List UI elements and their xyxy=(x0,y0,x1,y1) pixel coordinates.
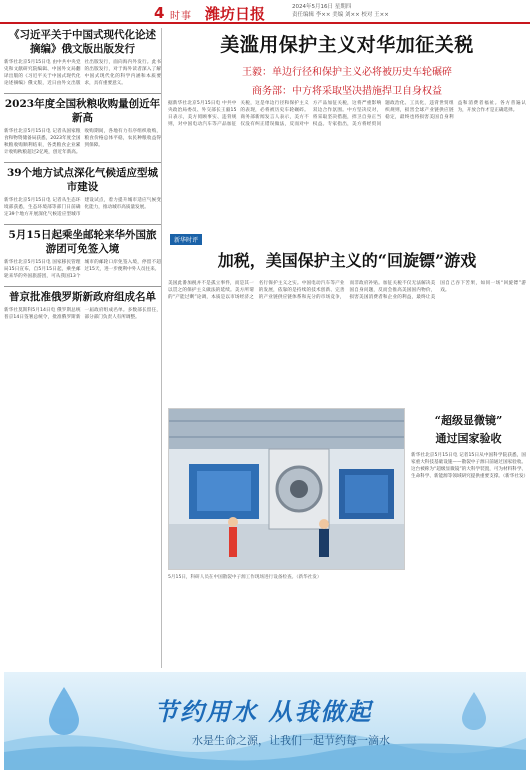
page-number: 4 xyxy=(154,4,165,22)
left-item-title: 普京批准俄罗斯新政府组成名单 xyxy=(9,291,156,303)
left-item-body: 新华社北京5月15日电 记者从国家粮食和物资储备局获悉，2023年度全国秋粮收购顺利结束，各类粮食企业累计收购秋粮超过2亿吨，创近年新高。收购期间，各地有力有序组织收购，粮食价格总体平稳，农民种粮收益得到保障。 xyxy=(4,129,161,155)
left-item-title: 2023年度全国秋粮收购量创近年新高 xyxy=(4,98,161,124)
left-item-body: 新华社莫斯科5月14日电 俄罗斯总统普京14日签署总统令，批准俄罗斯新一届政府组成名单。多数部长留任，部分部门负责人有所调整。 xyxy=(4,308,161,320)
divider xyxy=(4,93,161,94)
divider xyxy=(4,286,161,287)
paper-name: 潍坊日报 xyxy=(205,5,266,23)
section-name: 时事 xyxy=(170,11,192,22)
facility-photo-illustration xyxy=(169,409,405,570)
divider xyxy=(4,162,161,163)
main-subheadline: 王毅：单边行径和保护主义必将被历史车轮碾碎 xyxy=(242,67,452,78)
left-item xyxy=(4,97,161,156)
left-item-body: 新华社北京5月15日电 国家移民管理局15日宣布，自5月15日起，乘坐邮轮来华的外国旅游团，可从我国13个城市的邮轮口岸免签入境，停留不超过15天，进一步便利中外人员往来。 xyxy=(4,260,161,279)
left-item xyxy=(4,228,161,280)
page-header xyxy=(0,0,530,24)
column-tag: 新华时评 xyxy=(170,234,202,245)
sidebar-news-body: 新华社北京5月15日电 记者15日从中国科学院获悉，国家重大科技基础设施——散裂中子源日前通过国家验收。这台被称为“超级显微镜”的大科学装置，可为材料科学、生命科学、新能源等领域研究提供重要支撑。（新华社发） xyxy=(411,453,529,479)
news-photo xyxy=(168,408,405,570)
main-headline: 美滥用保护主义对华加征关税 xyxy=(220,34,474,56)
left-item-title: 《习近平关于中国式现代化论述摘编》俄文版出版发行 xyxy=(9,29,156,55)
divider xyxy=(4,224,161,225)
sidebar-news-item xyxy=(411,412,529,480)
main-article-body: 据新华社北京5月15日电 中共中央政治局委员、外交部长王毅15日表示，美方罔顾事实、违背规则，对中国电动汽车等产品加征关税，这是单边行径和保护主义的表现，必将被历史车轮碾碎。商务部新闻发言人表示，美方不仅没有纠正错误做法，反而对中方产品加征关税，这将严重影响双边合作氛围。中方坚决反对，将采取坚决措施，捍卫自身正当权益。专家指出，美方将经贸问题政治化、工具化，违背世贸组织规则，损害全球产业链供应链稳定，最终也将损害美国自身利益和消费者福祉。各方普遍认为，开放合作才是正确选择。 xyxy=(168,101,526,127)
left-item-title: 5月15日起乘坐邮轮来华外国旅游团可免签入境 xyxy=(8,229,157,255)
left-item xyxy=(4,28,161,87)
sidebar-news-title-2: 通过国家验收 xyxy=(435,432,502,445)
commentary-body: 美国此番加税并不是孤立事件，而是其一以贯之的保护主义做法的延续。美方所谓的“产能过剩”论调，本质是以市场经济之名行保护主义之实。中国电动汽车等产业的发展，依靠的是持续的技术创新、完善的产业链供应链体系和充分的市场竞争，而非政府补贴。加征关税不仅无法解决美国自身问题，反而会推高美国国内物价，损害美国消费者和企业的利益，最终让美国自己吞下苦果，如同一场“回旋镖”游戏。 xyxy=(168,281,526,300)
left-item-body: 新华社北京5月15日电 记者从生态环境部获悉，生态环境部等部门日前确定39个地方开展深化气候适应型城市建设试点，着力提升城市适应气候变化能力，推动城市高质量发展。 xyxy=(4,198,161,217)
header-editors: 责任编辑 李×× 美编 刘×× 校对 王×× xyxy=(292,12,389,18)
commentary-headline: 加税，美国保护主义的“回旋镖”游戏 xyxy=(217,251,477,270)
main-subheadline-2: 商务部：中方将采取坚决措施捍卫自身权益 xyxy=(252,86,442,97)
banner-subtitle: 水是生命之源，让我们一起节约每一滴水 xyxy=(192,734,390,747)
left-item-body: 新华社北京5月15日电 由中共中央党史和文献研究院编辑、中国外文局翻译出版的《习近平关于中国式现代化论述摘编》俄文版，近日由外文出版社出版发行，面向海内外发行。此书的出版发行，对于海外读者深入了解中国式现代化的科学内涵和本质要求，具有重要意义。 xyxy=(4,60,161,86)
left-item xyxy=(4,166,161,218)
left-column xyxy=(4,28,162,668)
sidebar-news-title: “超级显微镜” xyxy=(434,414,503,427)
header-date: 2024年5月16日 星期四 xyxy=(292,4,352,10)
left-item xyxy=(4,290,161,321)
header-meta xyxy=(292,3,389,19)
left-item-title: 39个地方试点深化气候适应型城市建设 xyxy=(6,167,159,193)
main-article-header xyxy=(168,30,526,97)
water-saving-ad xyxy=(4,672,526,770)
banner-slogan: 节约用水 从我做起 xyxy=(154,698,373,726)
photo-caption: 5月15日，科研人员在中国散裂中子源工作现场进行设备检查。（新华社发） xyxy=(168,575,322,580)
